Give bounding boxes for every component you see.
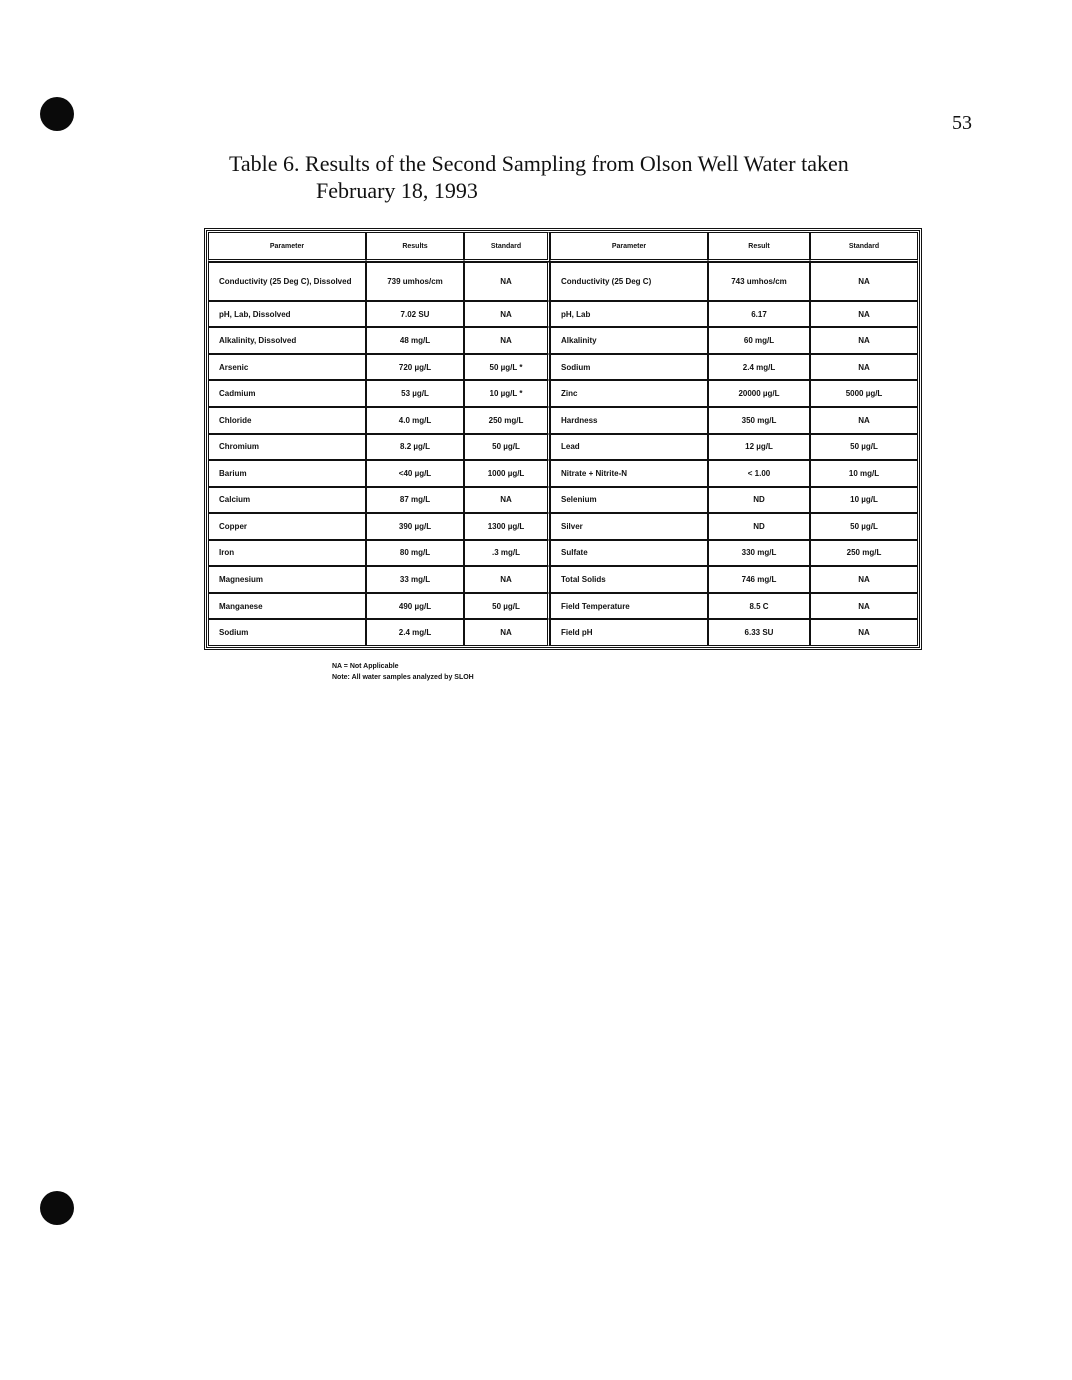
cell-result-left: 48 mg/L: [366, 327, 464, 354]
cell-standard-right: NA: [810, 566, 918, 593]
cell-result-right: < 1.00: [708, 460, 810, 487]
cell-standard-left: 50 µg/L: [464, 593, 550, 620]
cell-result-right: 746 mg/L: [708, 566, 810, 593]
table-row: [208, 262, 918, 301]
cell-standard-left: NA: [464, 301, 550, 328]
note-analysis-lab: Note: All water samples analyzed by SLOH: [332, 674, 474, 681]
page-number: 53: [952, 112, 972, 134]
header-result-right: Result: [708, 232, 810, 262]
cell-parameter-left: Conductivity (25 Deg C), Dissolved: [208, 262, 366, 301]
cell-parameter-right: Hardness: [550, 407, 708, 434]
cell-result-left: 87 mg/L: [366, 487, 464, 514]
cell-result-right: 6.17: [708, 301, 810, 328]
results-table: [208, 232, 918, 646]
cell-standard-left: NA: [464, 262, 550, 301]
cell-parameter-left: Manganese: [208, 593, 366, 620]
cell-result-right: 330 mg/L: [708, 540, 810, 567]
cell-parameter-left: Chloride: [208, 407, 366, 434]
cell-result-right: ND: [708, 513, 810, 540]
table-title-line-1: Table 6. Results of the Second Sampling from Olson Well Water taken: [229, 151, 849, 176]
cell-parameter-left: Copper: [208, 513, 366, 540]
header-results-left: Results: [366, 232, 464, 262]
cell-standard-left: NA: [464, 327, 550, 354]
cell-standard-right: NA: [810, 327, 918, 354]
cell-standard-right: 50 µg/L: [810, 513, 918, 540]
cell-result-left: 7.02 SU: [366, 301, 464, 328]
cell-standard-right: NA: [810, 354, 918, 381]
cell-standard-left: 250 mg/L: [464, 407, 550, 434]
table-notes: [332, 661, 474, 683]
table-row: [208, 540, 918, 567]
cell-standard-left: 50 µg/L *: [464, 354, 550, 381]
header-parameter-right: Parameter: [550, 232, 708, 262]
cell-standard-left: 50 µg/L: [464, 434, 550, 461]
table-row: [208, 301, 918, 328]
cell-parameter-right: Sulfate: [550, 540, 708, 567]
table-header-row: [208, 232, 918, 262]
cell-parameter-left: Calcium: [208, 487, 366, 514]
cell-result-right: 2.4 mg/L: [708, 354, 810, 381]
table-row: [208, 327, 918, 354]
results-table-container: [204, 228, 922, 650]
cell-standard-right: NA: [810, 407, 918, 434]
cell-result-right: 743 umhos/cm: [708, 262, 810, 301]
cell-standard-left: .3 mg/L: [464, 540, 550, 567]
cell-result-right: 350 mg/L: [708, 407, 810, 434]
cell-parameter-left: Arsenic: [208, 354, 366, 381]
cell-parameter-right: Sodium: [550, 354, 708, 381]
cell-standard-left: NA: [464, 619, 550, 646]
cell-parameter-left: Iron: [208, 540, 366, 567]
cell-parameter-right: Alkalinity: [550, 327, 708, 354]
cell-parameter-left: Sodium: [208, 619, 366, 646]
cell-standard-right: NA: [810, 619, 918, 646]
cell-parameter-right: pH, Lab: [550, 301, 708, 328]
cell-parameter-right: Field Temperature: [550, 593, 708, 620]
table-row: [208, 566, 918, 593]
cell-standard-right: NA: [810, 262, 918, 301]
cell-parameter-right: Conductivity (25 Deg C): [550, 262, 708, 301]
table-title: [229, 150, 849, 204]
table-row: [208, 434, 918, 461]
cell-parameter-right: Total Solids: [550, 566, 708, 593]
cell-parameter-right: Silver: [550, 513, 708, 540]
table-row: [208, 460, 918, 487]
cell-standard-right: 10 µg/L: [810, 487, 918, 514]
cell-standard-right: 5000 µg/L: [810, 380, 918, 407]
cell-result-right: ND: [708, 487, 810, 514]
cell-result-left: 720 µg/L: [366, 354, 464, 381]
table-row: [208, 487, 918, 514]
cell-parameter-left: Cadmium: [208, 380, 366, 407]
table-row: [208, 354, 918, 381]
cell-result-left: 739 umhos/cm: [366, 262, 464, 301]
cell-standard-left: NA: [464, 566, 550, 593]
cell-result-left: 8.2 µg/L: [366, 434, 464, 461]
cell-result-left: 390 µg/L: [366, 513, 464, 540]
cell-standard-right: 10 mg/L: [810, 460, 918, 487]
cell-parameter-left: Alkalinity, Dissolved: [208, 327, 366, 354]
table-row: [208, 513, 918, 540]
cell-standard-left: 10 µg/L *: [464, 380, 550, 407]
cell-parameter-left: Magnesium: [208, 566, 366, 593]
cell-standard-right: NA: [810, 593, 918, 620]
table-row: [208, 619, 918, 646]
header-parameter-left: Parameter: [208, 232, 366, 262]
table-row: [208, 380, 918, 407]
cell-result-right: 20000 µg/L: [708, 380, 810, 407]
cell-standard-right: 50 µg/L: [810, 434, 918, 461]
cell-result-left: 2.4 mg/L: [366, 619, 464, 646]
cell-parameter-right: Field pH: [550, 619, 708, 646]
cell-parameter-right: Selenium: [550, 487, 708, 514]
table-row: [208, 593, 918, 620]
table-row: [208, 407, 918, 434]
cell-standard-left: 1300 µg/L: [464, 513, 550, 540]
cell-result-right: 8.5 C: [708, 593, 810, 620]
cell-parameter-right: Zinc: [550, 380, 708, 407]
cell-standard-left: NA: [464, 487, 550, 514]
cell-result-left: 53 µg/L: [366, 380, 464, 407]
header-standard-right: Standard: [810, 232, 918, 262]
cell-standard-right: NA: [810, 301, 918, 328]
punch-hole-bottom: [40, 1191, 74, 1225]
cell-parameter-left: Barium: [208, 460, 366, 487]
punch-hole-top: [40, 97, 74, 131]
cell-result-left: 490 µg/L: [366, 593, 464, 620]
cell-parameter-right: Nitrate + Nitrite-N: [550, 460, 708, 487]
cell-result-right: 6.33 SU: [708, 619, 810, 646]
cell-parameter-left: Chromium: [208, 434, 366, 461]
cell-parameter-left: pH, Lab, Dissolved: [208, 301, 366, 328]
cell-parameter-right: Lead: [550, 434, 708, 461]
cell-standard-right: 250 mg/L: [810, 540, 918, 567]
cell-standard-left: 1000 µg/L: [464, 460, 550, 487]
header-standard-left: Standard: [464, 232, 550, 262]
cell-result-left: 4.0 mg/L: [366, 407, 464, 434]
cell-result-left: 33 mg/L: [366, 566, 464, 593]
table-title-line-2: February 18, 1993: [316, 178, 478, 203]
note-na-definition: NA = Not Applicable: [332, 663, 399, 670]
cell-result-right: 12 µg/L: [708, 434, 810, 461]
cell-result-left: 80 mg/L: [366, 540, 464, 567]
cell-result-left: <40 µg/L: [366, 460, 464, 487]
cell-result-right: 60 mg/L: [708, 327, 810, 354]
